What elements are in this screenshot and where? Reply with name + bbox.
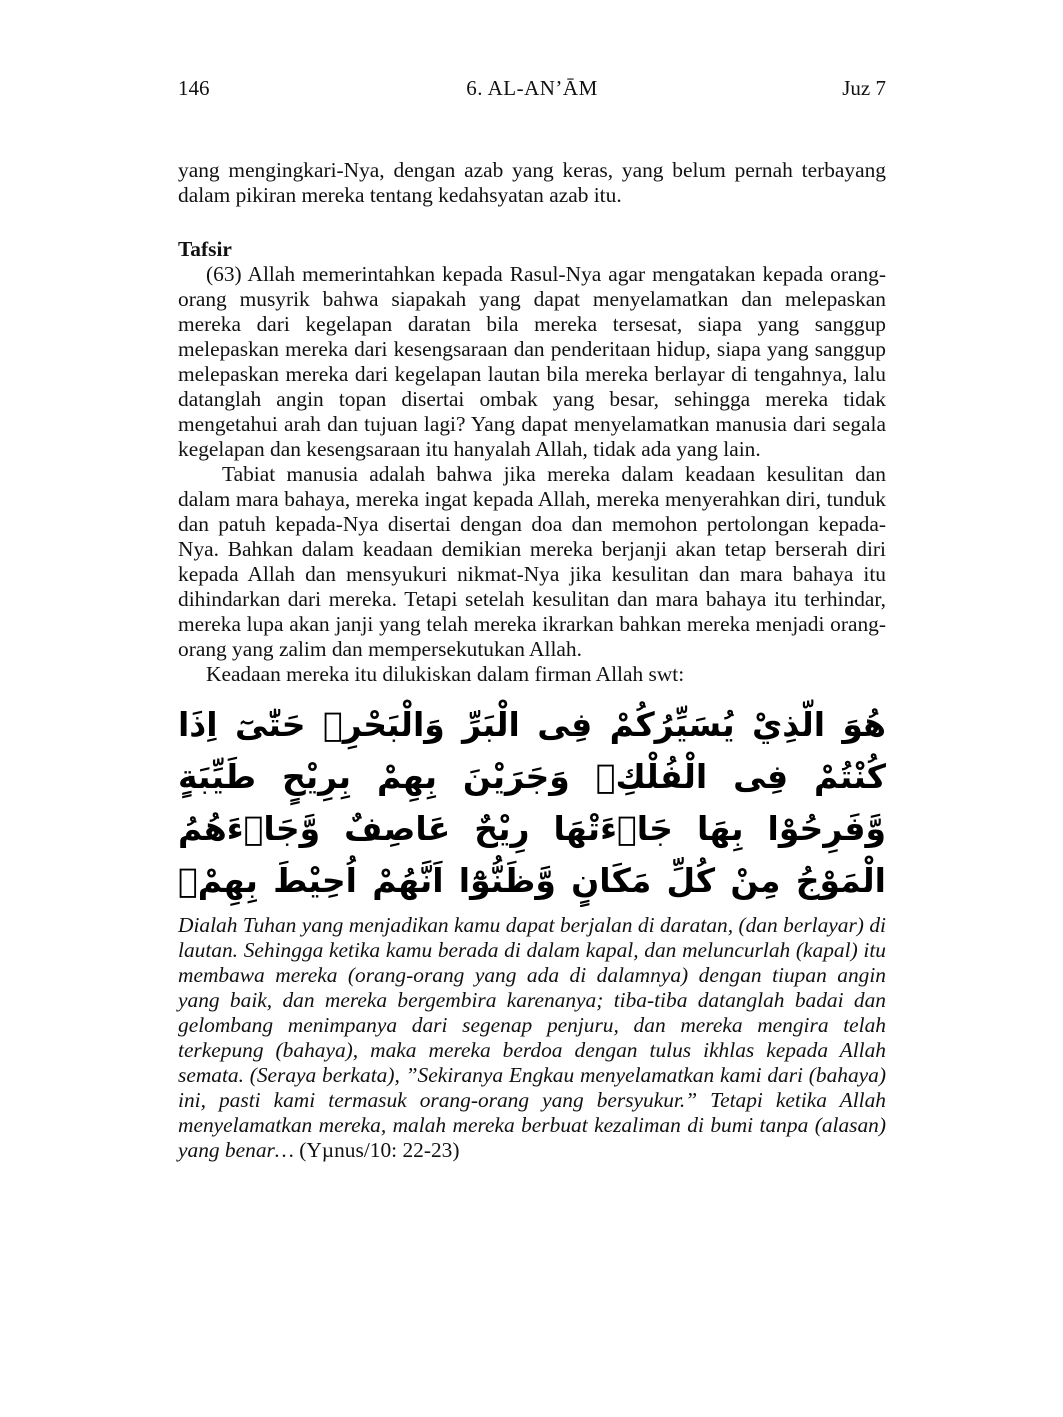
page-header xyxy=(178,76,886,106)
juz-label: Juz 7 xyxy=(842,76,886,100)
tafsir-paragraph-3: Keadaan mereka itu dilukiskan dalam firman Allah swt: xyxy=(206,662,685,686)
verse-reference: (Yµnus/10: 22-23) xyxy=(293,1138,460,1162)
section-spacer xyxy=(178,208,886,237)
tafsir-heading: Tafsir xyxy=(178,237,232,261)
tafsir-paragraph-1: (63) Allah memerintahkan kepada Rasul-Nya agar mengatakan kepada orang-orang musyrik bahwa siapakah yang dapat menyelamatkan dan melepaskan mereka dari kegelapan daratan bila mereka tersesat, siapa yang sanggup melepaskan mereka dari kesengsaraan dan penderitaan hidup, siapa yang sanggup melepaskan mereka dari kegelapan lautan bila mereka berlayar di tengahnya, lalu datanglah angin topan disertai ombak yang besar, sehingga mereka tidak mengetahui arah dan tujuan lagi? Yang dapat menyelamatkan manusia dari segala kegelapan dan kesengsaraan itu hanyalah Allah, tidak ada yang lain. xyxy=(178,262,886,461)
arabic-verse xyxy=(178,699,886,907)
verse-translation xyxy=(178,913,886,1163)
translation-text: Dialah Tuhan yang menjadikan kamu dapat berjalan di daratan, (dan berlayar) di lautan. Sehingga ketika kamu berada di dalam kapal, dan meluncurlah (kapal) itu membawa mereka (orang-orang yang ada di dalamnya) dengan tiupan angin yang baik, dan mereka bergembira karenanya; tiba-tiba datanglah badai dan gelombang menimpanya dari segenap penjuru, dan mereka mengira telah terkepung (bahaya), maka mereka berdoa dengan tulus ikhlas kepada Allah semata. (Seraya berkata), ”Sekiranya Engkau menyelamatkan kami dari (bahaya) ini, pasti kami termasuk orang-orang yang bersyukur.” Tetapi ketika Allah menyelamatkan mereka, malah mereka berbuat kezaliman di bumi tanpa (alasan) yang benar… xyxy=(178,913,886,1162)
arabic-verse-text-1: هُوَ الَّذِيْ يُسَيِّرُكُمْ فِى الْبَرِّ وَالْبَحْرِۗ حَتّٰىٓ اِذَا كُنْتُمْ فِى الْفُلْكِۚ وَجَرَيْنَ بِهِمْ بِرِيْحٍ طَيِّبَةٍ وَّفَرِحُوْا بِهَا جَاۤءَتْهَا رِيْحٌ عَاصِفٌ وَّجَاۤءَهُمُ الْمَوْجُ مِنْ كُلِّ مَكَانٍ وَّظَنُّوْٓا اَنَّهُمْ اُحِيْطَ بِهِمْۙ xyxy=(178,705,886,900)
surah-title: 6. AL-AN’ĀM xyxy=(466,76,598,100)
tafsir-paragraph-2: Tabiat manusia adalah bahwa jika mereka dalam keadaan kesulitan dan dalam mara bahaya, mereka ingat kepada Allah, mereka menyerahkan diri, tunduk dan patuh kepada-Nya disertai dengan doa dan memohon pertolongan kepada-Nya. Bahkan dalam keadaan demikian mereka berjanji akan tetap berserah diri kepada Allah dan mensyukuri nikmat-Nya jika kesulitan dan mara bahaya itu dihindarkan dari mereka. Tetapi setelah kesulitan dan mara bahaya itu terhindar, mereka lupa akan janji yang telah mereka ikrarkan bahkan mereka menjadi orang-orang yang zalim dan mempersekutukan Allah. xyxy=(178,462,886,661)
page-number: 146 xyxy=(178,76,210,100)
intro-paragraph: yang mengingkari-Nya, dengan azab yang keras, yang belum pernah terbayang dalam pikiran mereka tentang kedahsyatan azab itu. xyxy=(178,158,886,207)
page-content xyxy=(178,158,886,1163)
